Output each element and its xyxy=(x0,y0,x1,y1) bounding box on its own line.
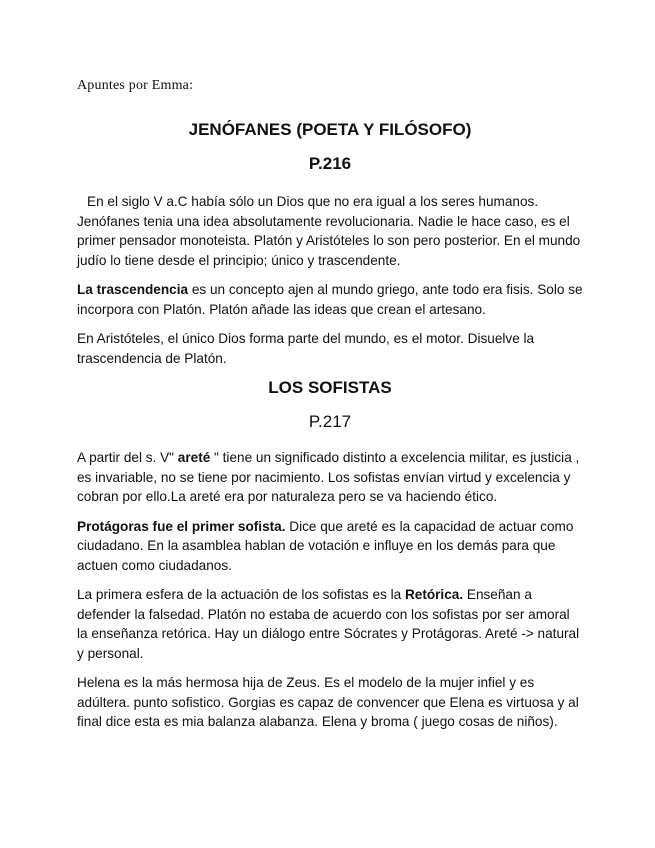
paragraph-trascendencia-text: es un concepto ajen al mundo griego, ante todo era fisis. Solo se incorpora con Platón. Platón añade las ideas que crean el artesano. xyxy=(77,282,583,317)
page-reference-217: P.217 xyxy=(308,412,352,431)
term-arete: areté xyxy=(177,450,211,465)
term-protagoras: Protágoras fue el primer sofista. xyxy=(77,518,286,534)
author-note: Apuntes por Emma: xyxy=(77,78,194,93)
paragraph-retorica-rest: Enseñan a defender la falsedad. Platón no estaba de acuerdo con los sofistas por ser amoral la enseñanza retórica. Hay un diálogo entre Sócrates y Protágoras. Areté -> natural y personal. xyxy=(77,587,580,661)
paragraph-retorica xyxy=(77,585,583,663)
section-title-jenofanes: JENÓFANES (POETA Y FILÓSOFO) xyxy=(188,120,472,139)
paragraph-aristoteles: En Aristóteles, el único Dios forma parte del mundo, es el motor. Disuelve la trascendencia de Platón. xyxy=(77,331,535,366)
section-title-sofistas: LOS SOFISTAS xyxy=(268,378,392,397)
paragraph-arete xyxy=(77,448,583,507)
paragraph-trascendencia xyxy=(77,280,583,319)
paragraph-retorica-start: La primera esfera de la actuación de los sofistas es la xyxy=(77,587,405,602)
paragraph-protagoras-text: Dice que areté es la capacidad de actuar como ciudadano. En la asamblea hablan de votación e influye en los demás para que actuen como ciudadanos. xyxy=(77,518,574,573)
paragraph-protagoras xyxy=(77,517,583,576)
term-trascendencia: La trascendencia xyxy=(77,282,189,297)
paragraph-jenofanes-intro: En el siglo V a.C había sólo un Dios que no era igual a los seres humanos. Jenófanes tenia una idea absolutamente revolucionaria. Nadie le hace caso, es el primer pensador monoteista. Platón y Aristóteles lo son pero posterior. En el mundo judío lo tiene desde el principio; único y trascendente. xyxy=(77,194,581,268)
page-reference-216: P.216 xyxy=(308,154,352,173)
paragraph-arete-start: A partir del s. V" xyxy=(77,450,178,465)
term-retorica: Retórica. xyxy=(404,587,464,602)
paragraph-helena: Helena es la más hermosa hija de Zeus. Es el modelo de la mujer infiel y es adúltera. punto sofistico. Gorgias es capaz de convencer que Elena es virtuosa y al final dice esta es mia balanza alabanza. Elena y broma ( juego cosas de niños). xyxy=(77,675,579,729)
paragraph-arete-rest: " tiene un significado distinto a excelencia militar, es justicia , es invariable, no se tiene por nacimiento. Los sofistas envían virtud y excelencia y cobran por ello.La areté era por naturaleza pero se va haciendo ético. xyxy=(77,450,580,504)
